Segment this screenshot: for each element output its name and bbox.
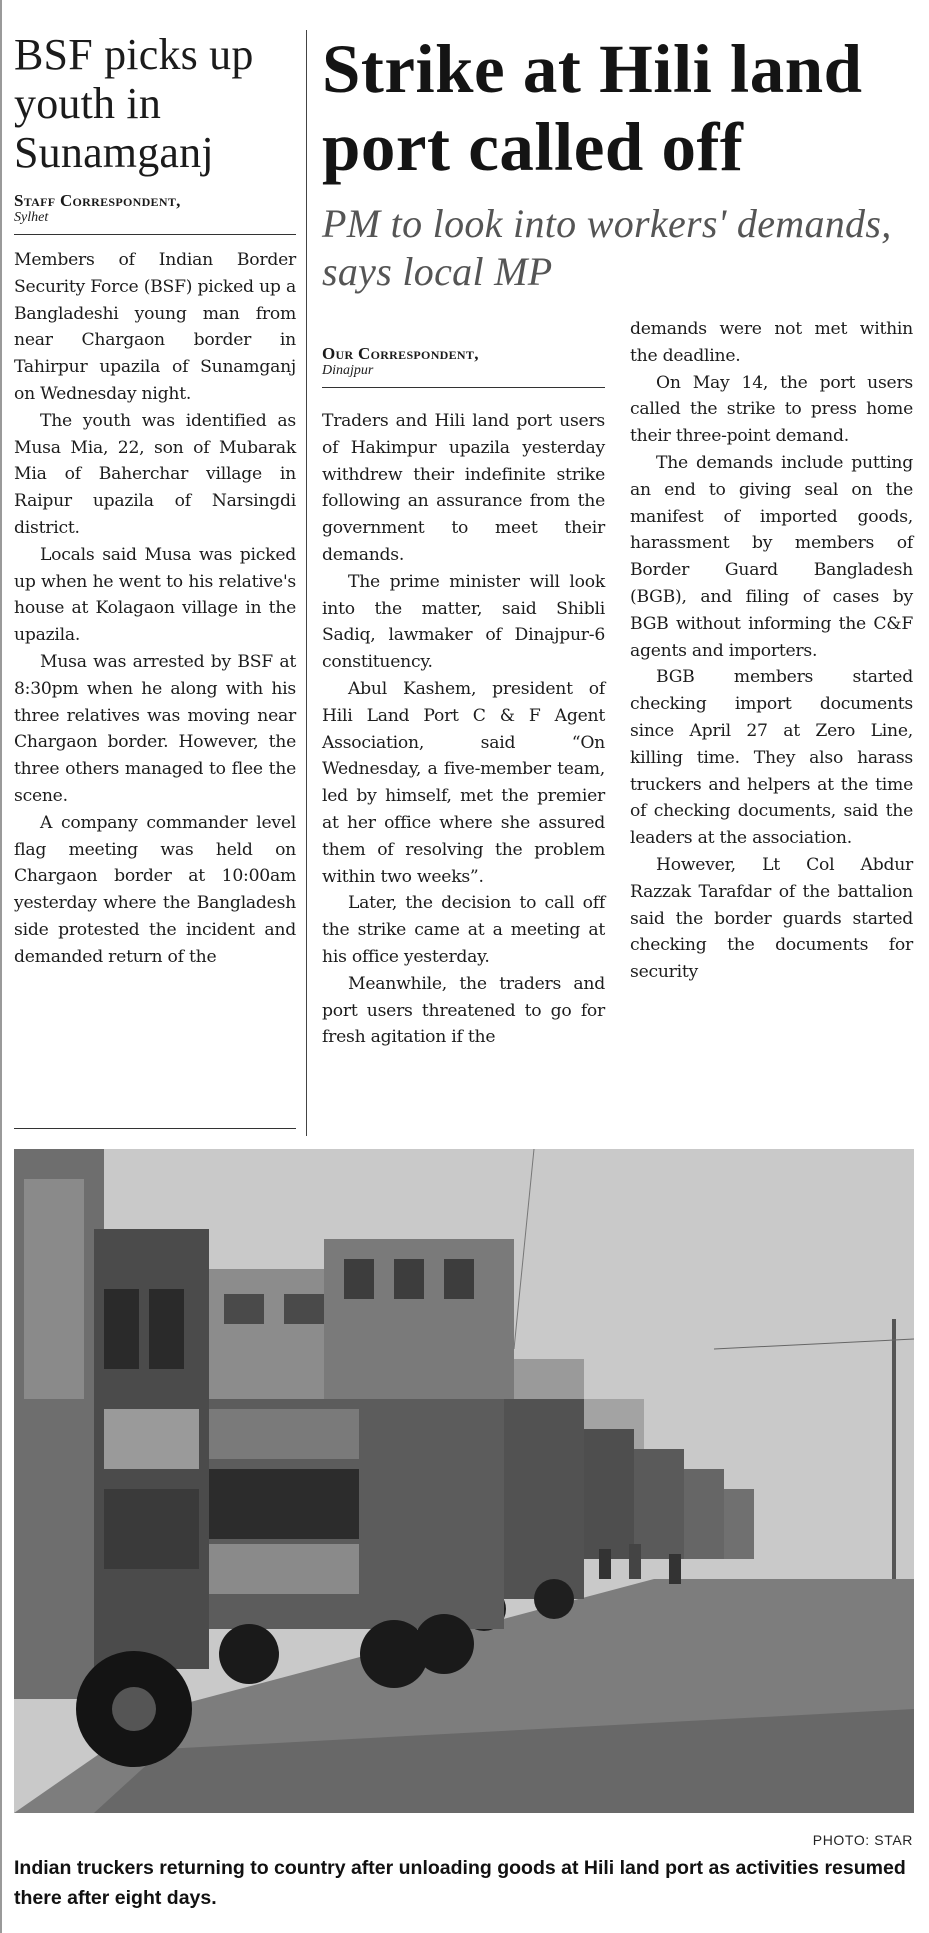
main-story-column-1 bbox=[322, 314, 605, 1051]
paragraph: The demands include putting an end to giving seal on the manifest of imported goods, harassment by members of Border Guard Bangladesh (BGB), and filing of cases by BGB without informing the C&F agents and importers. bbox=[630, 452, 913, 661]
main-story-dateline: Dinajpur bbox=[322, 363, 374, 378]
main-story-body-col2 bbox=[630, 316, 913, 986]
paragraph: Musa was arrested by BSF at 8:30pm when he along with his three relatives was moving near Chargaon border. However, the three others managed to flee the scene. bbox=[14, 651, 296, 806]
paragraph: On May 14, the port users called the strike to press home their three-point demand. bbox=[630, 372, 913, 447]
main-headline: Strike at Hili land port called off bbox=[322, 31, 863, 185]
main-story-column-2 bbox=[630, 316, 913, 986]
main-story-byline: Our Correspondent, bbox=[322, 344, 479, 363]
paragraph: Later, the decision to call off the strike came at a meeting at his office yesterday. bbox=[322, 893, 605, 967]
paragraph: Abul Kashem, president of Hili Land Port C & F Agent Association, said “On Wednesday, a five-member team, led by himself, met the premier at her office where she assured them of resolving the problem within two weeks”. bbox=[322, 678, 605, 887]
photo-credit: PHOTO: STAR bbox=[812, 1832, 913, 1848]
left-story-dateline: Sylhet bbox=[14, 210, 49, 225]
main-deck: PM to look into workers' demands, says local MP bbox=[322, 201, 892, 294]
left-story-headline: BSF picks up youth in Sunamganj bbox=[14, 30, 254, 177]
paragraph: The prime minister will look into the matter, said Shibli Sadiq, lawmaker of Dinajpur-6 constituency. bbox=[322, 571, 605, 673]
truck-convoy-photo bbox=[14, 1149, 914, 1813]
main-story-body-col1 bbox=[322, 408, 605, 1051]
paragraph: The youth was identified as Musa Mia, 22, son of Mubarak Mia of Baherchar village in Raipur upazila of Narsingdi district. bbox=[14, 410, 296, 538]
paragraph: Locals said Musa was picked up when he went to his relative's house at Kolagaon village in the upazila. bbox=[14, 544, 296, 646]
left-story-body bbox=[14, 247, 296, 971]
main-story bbox=[322, 30, 918, 1048]
paragraph: BGB members started checking import documents since April 27 at Zero Line, killing time. They also harass truckers and helpers at the time of checking documents, said the leaders at the association. bbox=[630, 667, 913, 849]
main-story-byline-block bbox=[322, 344, 605, 379]
column-divider bbox=[306, 30, 307, 1136]
left-story-byline-block bbox=[14, 191, 296, 226]
paragraph: Members of Indian Border Security Force (BSF) picked up a Bangladeshi young man from near Chargaon border in Tahirpur upazila of Sunamganj on Wednesday night. bbox=[14, 250, 296, 404]
paragraph: A company commander level flag meeting was held on Chargaon border at 10:00am yesterday where the Bangladesh side protested the incident and demanded return of the bbox=[14, 812, 296, 967]
main-story-columns bbox=[322, 314, 918, 1154]
photo-caption: Indian truckers returning to country after unloading goods at Hili land port as activities resumed there after eight days. bbox=[14, 1857, 906, 1909]
paragraph: demands were not met within the deadline. bbox=[630, 319, 913, 366]
paragraph: Meanwhile, the traders and port users threatened to go for fresh agitation if the bbox=[322, 973, 605, 1048]
left-story bbox=[14, 30, 296, 971]
byline-rule bbox=[322, 387, 605, 388]
page-edge bbox=[0, 0, 2, 1933]
byline-rule bbox=[14, 234, 296, 235]
paragraph: However, Lt Col Abdur Razzak Tarafdar of the battalion said the border guards started checking the documents for security bbox=[630, 854, 913, 983]
left-story-byline: Staff Correspondent, bbox=[14, 191, 181, 210]
news-photo bbox=[14, 1149, 914, 1813]
paragraph: Traders and Hili land port users of Hakimpur upazila yesterday withdrew their indefinite strike following an assurance from the government to meet their demands. bbox=[322, 411, 605, 565]
story-end-rule bbox=[14, 1128, 296, 1129]
